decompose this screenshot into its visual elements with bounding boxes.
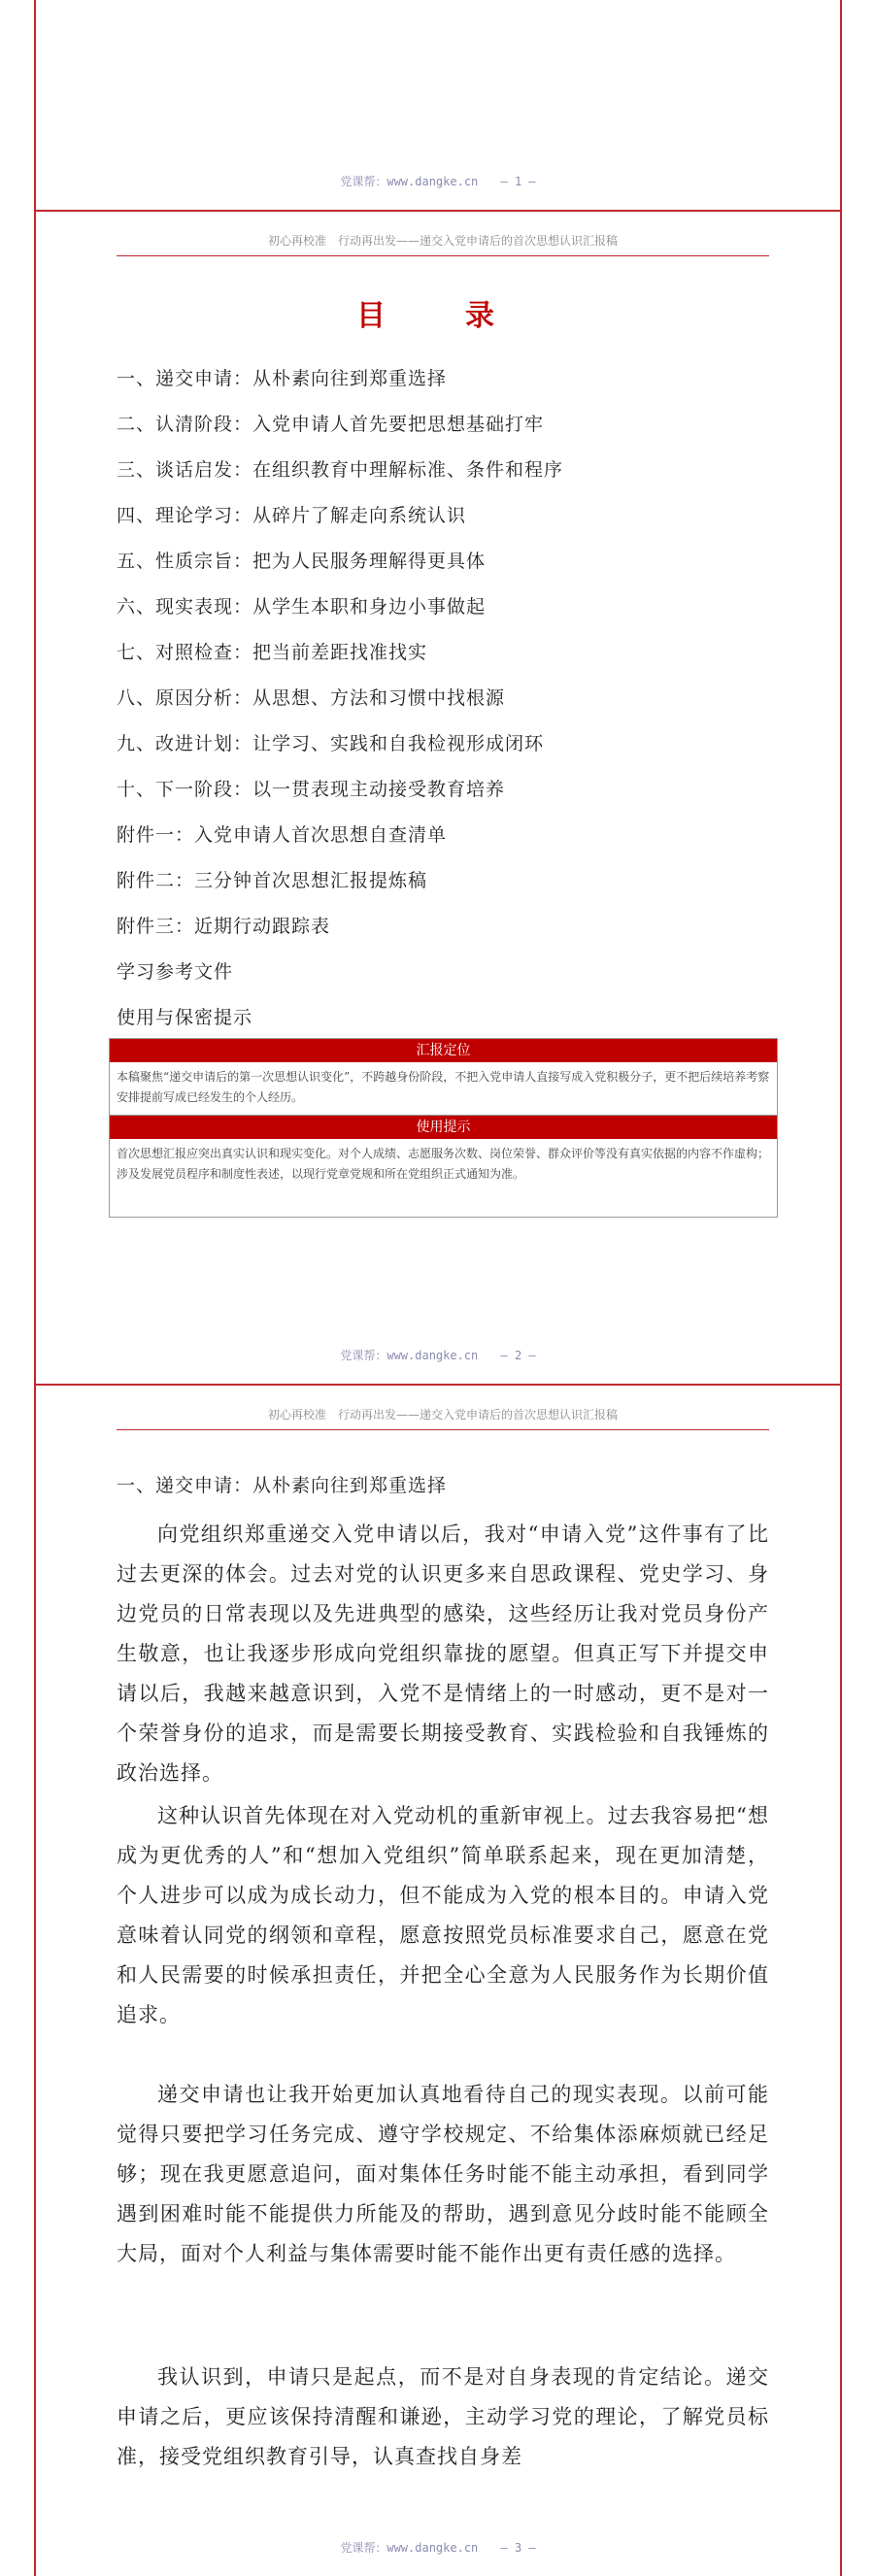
toc-item[interactable]: 七、对照检查：把当前差距找准找实 xyxy=(117,642,428,663)
page-number: — 3 — xyxy=(500,2541,536,2555)
usage-box xyxy=(109,1115,778,1218)
toc-item[interactable]: 八、原因分析：从思想、方法和习惯中找根源 xyxy=(117,687,506,709)
toc-item[interactable]: 五、性质宗旨：把为人民服务理解得更具体 xyxy=(117,551,487,572)
toc-item[interactable]: 使用与保密提示 xyxy=(117,1007,253,1028)
body-paragraph: 我认识到，申请只是起点，而不是对自身表现的肯定结论。递交申请之后，更应该保持清醒和谦逊，主动学习党的理论，了解党员标准，接受党组织教育引导，认真查找自身差 xyxy=(117,2365,769,2468)
section-heading: 一、递交申请：从朴素向往到郑重选择 xyxy=(117,1475,448,1496)
positioning-box xyxy=(109,1038,778,1117)
footer-site: 党课帮：www.dangke.cn xyxy=(340,1349,479,1362)
page-2-footer xyxy=(34,1347,842,1363)
toc-item[interactable]: 一、递交申请：从朴素向往到郑重选择 xyxy=(117,368,448,389)
usage-box-text: 首次思想汇报应突出真实认识和现实变化。对个人成绩、志愿服务次数、岗位荣誉、群众评价等没有真实依据的内容不作虚构；涉及发展党员程序和制度性表述，以现行党章党规和所在党组织正式通知为准。 xyxy=(117,1147,770,1181)
page-number: — 2 — xyxy=(500,1349,536,1362)
page-3-header: 初心再校准 行动再出发——递交入党申请后的首次思想认识汇报稿 xyxy=(117,1406,769,1430)
toc-item[interactable]: 九、改进计划：让学习、实践和自我检视形成闭环 xyxy=(117,733,545,754)
body-paragraph: 这种认识首先体现在对入党动机的重新审视上。过去我容易把“想成为更优秀的人”和“想加入党组织”简单联系起来，现在更加清楚，个人进步可以成为成长动力，但不能成为入党的根本目的。申请入党意味着认同党的纲领和章程，愿意按照党员标准要求自己，愿意在党和人民需要的时候承担责任，并把全心全意为人民服务作为长期价值追求。 xyxy=(117,1804,769,2026)
page-1-footer xyxy=(34,173,842,189)
positioning-box-text: 本稿聚焦“递交申请后的第一次思想认识变化”，不跨越身份阶段，不把入党申请人直接写成入党积极分子，更不把后续培养考察安排提前写成已经发生的个人经历。 xyxy=(117,1070,770,1104)
toc-item[interactable]: 二、认清阶段：入党申请人首先要把思想基础打牢 xyxy=(117,414,545,435)
toc-item[interactable]: 附件一：入党申请人首次思想自查清单 xyxy=(117,824,448,846)
toc-item[interactable]: 四、理论学习：从碎片了解走向系统认识 xyxy=(117,505,467,526)
toc-title: 目 录 xyxy=(356,299,520,333)
body-paragraph: 向党组织郑重递交入党申请以后，我对“申请入党”这件事有了比过去更深的体会。过去对党的认识更多来自思政课程、党史学习、身边党员的日常表现以及先进典型的感染，这些经历让我对党员身份产生敬意，也让我逐步形成向党组织靠拢的愿望。但真正写下并提交申请以后，我越来越意识到，入党不是情绪上的一时感动，更不是对一个荣誉身份的追求，而是需要长期接受教育、实践检验和自我锤炼的政治选择。 xyxy=(117,1522,769,1785)
body-paragraph: 递交申请也让我开始更加认真地看待自己的现实表现。以前可能觉得只要把学习任务完成、遵守学校规定、不给集体添麻烦就已经足够；现在我更愿意追问，面对集体任务时能不能主动承担，看到同学遇到困难时能不能提供力所能及的帮助，遇到意见分歧时能不能顾全大局，面对个人利益与集体需要时能不能作出更有责任感的选择。 xyxy=(117,2083,769,2265)
positioning-box-title: 汇报定位 xyxy=(110,1039,777,1062)
usage-box-title: 使用提示 xyxy=(110,1116,777,1139)
toc-item[interactable]: 三、谈话启发：在组织教育中理解标准、条件和程序 xyxy=(117,459,564,481)
toc-item[interactable]: 学习参考文件 xyxy=(117,961,234,983)
footer-site: 党课帮：www.dangke.cn xyxy=(340,2541,479,2555)
toc-item[interactable]: 附件三：近期行动跟踪表 xyxy=(117,916,331,937)
toc-item[interactable]: 六、现实表现：从学生本职和身边小事做起 xyxy=(117,596,487,618)
page-number: — 1 — xyxy=(500,175,536,188)
toc-item[interactable]: 附件二：三分钟首次思想汇报提炼稿 xyxy=(117,870,428,891)
footer-site: 党课帮：www.dangke.cn xyxy=(340,175,479,188)
page-2-header: 初心再校准 行动再出发——递交入党申请后的首次思想认识汇报稿 xyxy=(117,232,769,256)
toc-item[interactable]: 十、下一阶段：以一贯表现主动接受教育培养 xyxy=(117,779,506,800)
page-3-footer xyxy=(34,2539,842,2556)
